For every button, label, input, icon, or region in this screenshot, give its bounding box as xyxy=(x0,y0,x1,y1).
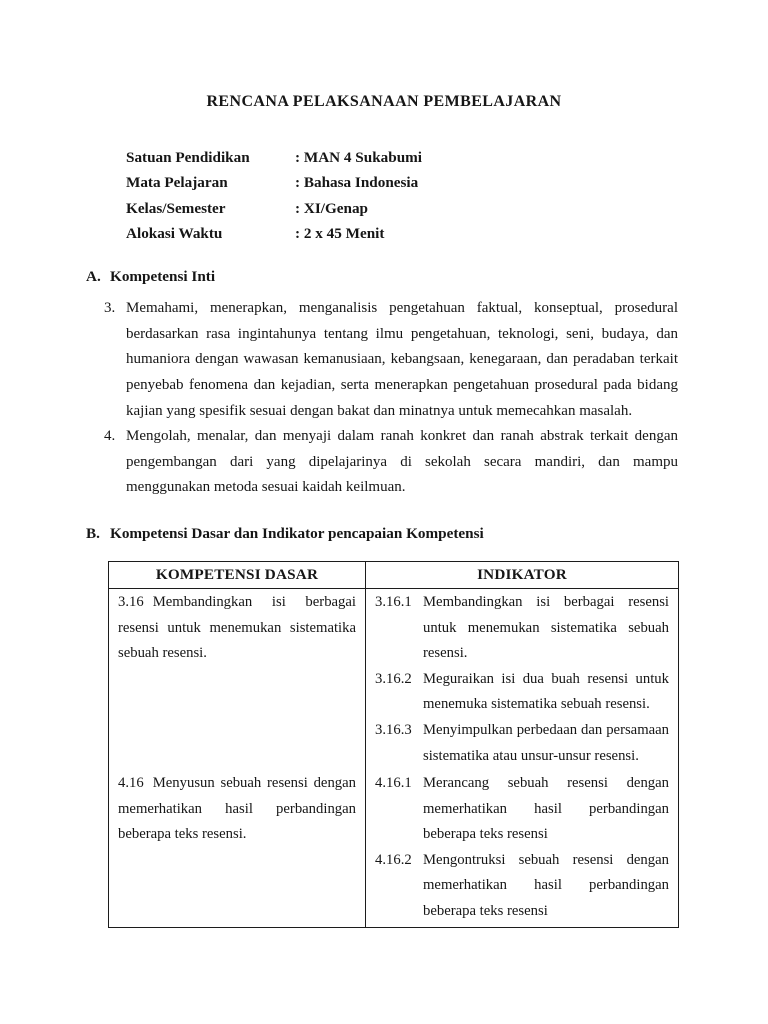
metadata-block xyxy=(126,145,768,246)
indikator-number: 4.16.2 xyxy=(375,851,412,868)
indikator-number: 4.16.1 xyxy=(375,775,412,792)
indikator-text: Meguraikan isi dua buah resensi untuk menemuka sistematika sebuah resensi. xyxy=(423,670,669,713)
kd-item-number: 3.16 xyxy=(118,593,144,610)
section-title: Kompetensi Dasar dan Indikator pencapaian Kompetensi xyxy=(110,524,484,542)
indikator-text: Menyimpulkan perbedaan dan persamaan sistematika atau unsur-unsur resensi. xyxy=(423,721,669,764)
kd-item-text: Membandingkan isi berbagai resensi untuk menemukan sistematika sebuah resensi. xyxy=(118,593,356,662)
list-item-number: 4. xyxy=(104,428,116,445)
kd-indikator-table xyxy=(108,561,679,928)
indikator-cell xyxy=(366,771,679,927)
list-item xyxy=(104,296,678,424)
list-item xyxy=(104,424,678,501)
list-item-number: 3. xyxy=(104,300,116,317)
indikator-item xyxy=(375,667,669,718)
column-header-kompetensi-dasar: KOMPETENSI DASAR xyxy=(109,561,366,588)
indikator-text: Mengontruksi sebuah resensi dengan memerhatikan hasil perbandingan beberapa teks resensi xyxy=(423,851,669,920)
kompetensi-dasar-cell xyxy=(109,588,366,771)
section-heading-kompetensi-dasar xyxy=(86,523,768,544)
kd-item-text: Menyusun sebuah resensi dengan memerhatikan hasil perbandingan beberapa teks resensi. xyxy=(118,775,356,843)
metadata-label: Mata Pelajaran xyxy=(126,174,228,192)
kd-item-number: 4.16 xyxy=(118,775,144,792)
kd-item xyxy=(118,771,356,848)
kompetensi-dasar-cell xyxy=(109,771,366,927)
indikator-item xyxy=(375,771,669,848)
table-row xyxy=(109,771,679,927)
metadata-value: : MAN 4 Sukabumi xyxy=(295,149,423,166)
metadata-label: Alokasi Waktu xyxy=(126,224,223,242)
indikator-text: Merancang sebuah resensi dengan memerhatikan hasil perbandingan beberapa teks resensi xyxy=(423,775,669,843)
metadata-row xyxy=(126,145,768,170)
metadata-label: Satuan Pendidikan xyxy=(126,149,250,166)
indikator-number: 3.16.3 xyxy=(375,721,412,738)
section-heading-kompetensi-inti xyxy=(86,266,768,287)
page-title: RENCANA PELAKSANAAN PEMBELAJARAN xyxy=(206,93,562,110)
table-row xyxy=(109,588,679,771)
section-letter: A. xyxy=(86,268,101,286)
kd-item xyxy=(118,590,356,667)
metadata-value: : 2 x 45 Menit xyxy=(295,224,385,242)
column-header-indikator: INDIKATOR xyxy=(366,561,679,588)
metadata-row xyxy=(126,170,768,195)
indikator-number: 3.16.2 xyxy=(375,670,412,687)
metadata-value: : XI/Genap xyxy=(295,199,368,217)
indikator-item xyxy=(375,590,669,667)
indikator-item xyxy=(375,718,669,769)
metadata-label: Kelas/Semester xyxy=(126,199,226,217)
indikator-cell xyxy=(366,588,679,771)
section-letter: B. xyxy=(86,524,100,542)
kompetensi-inti-list xyxy=(0,296,768,501)
metadata-row xyxy=(126,196,768,221)
indikator-text: Membandingkan isi berbagai resensi untuk menemukan sistematika sebuah resensi. xyxy=(423,593,669,662)
indikator-number: 3.16.1 xyxy=(375,593,412,610)
table-header-row xyxy=(109,561,679,588)
metadata-value: : Bahasa Indonesia xyxy=(295,174,419,192)
metadata-row xyxy=(126,221,768,246)
list-item-text: Memahami, menerapkan, menganalisis pengetahuan faktual, konseptual, prosedural berdasarkan rasa ingintahunya tentang ilmu pengetahuan, teknologi, seni, budaya, dan humaniora dengan wawasan kemanusiaan, kebangsaan, kenegaraan, dan peradaban terkait penyebab fenomena dan kejadian, serta menerapkan pengetahuan prosedural pada bidang kajian yang spesifik sesuai dengan bakat dan minatnya untuk memecahkan masalah. xyxy=(126,300,678,419)
list-item-text: Mengolah, menalar, dan menyaji dalam ranah konkret dan ranah abstrak terkait dengan pengembangan dari yang dipelajarinya di sekolah secara mandiri, dan mampu menggunakan metoda sesuai kaidah keilmuan. xyxy=(126,428,678,496)
section-title: Kompetensi Inti xyxy=(110,268,216,286)
indikator-item xyxy=(375,848,669,925)
